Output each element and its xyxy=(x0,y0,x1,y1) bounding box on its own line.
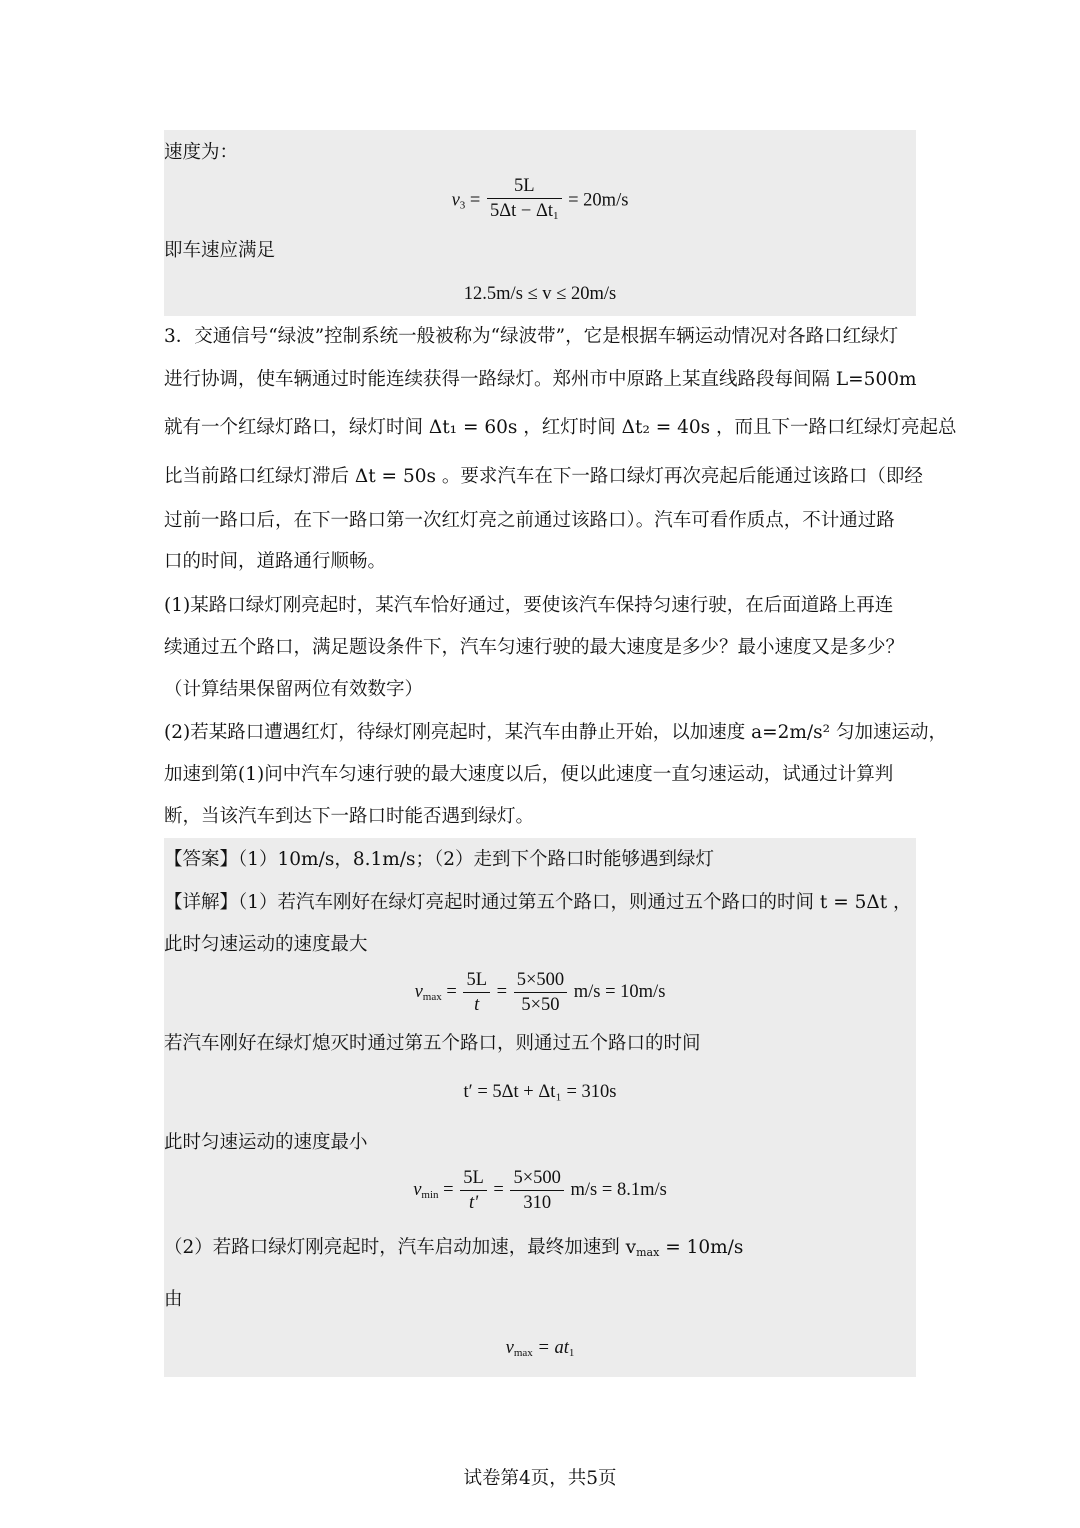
problem-line-1: 3．交通信号“绿波”控制系统一般被称为“绿波带”，它是根据车辆运动情况对各路口红绿灯 xyxy=(164,326,899,347)
detail-line-2: 此时匀速运动的速度最大 xyxy=(164,934,368,955)
answer-shade xyxy=(164,838,916,1377)
part-2-line: （2）若路口绿灯刚亮起时，汽车启动加速，最终加速到 $v_{max} = 10m/s$ xyxy=(164,1237,744,1259)
problem-line-6: 口的时间，道路通行顺畅。 xyxy=(164,551,387,572)
text-min: 此时匀速运动的速度最小 xyxy=(164,1132,368,1153)
question-2-line-2: 加速到第(1)问中汽车匀速行驶的最大速度以后，便以此速度一直匀速运动，试通过计算判 xyxy=(164,764,894,785)
speed-label: 速度为： xyxy=(164,142,239,163)
equation-tprime: t′ = 5Δt + Δt₁ = 310s xyxy=(463,1082,617,1102)
text-tprime: 若汽车刚好在绿灯熄灭时通过第五个路口，则通过五个路口的时间 xyxy=(164,1033,701,1054)
condition-label: 即车速应满足 xyxy=(164,240,276,261)
detail-line-1: 【详解】（1）若汽车刚好在绿灯亮起时通过第五个路口，则通过五个路口的时间 t = 5Δt ， xyxy=(164,892,912,913)
equation-vmin: $v_{min}$ = $\frac{5L}{t'}$ = $\frac{5\times 500}{310}$ m/s = 8.1m/s xyxy=(413,1168,667,1213)
question-2-line-3: 断，当该汽车到达下一路口时能否遇到绿灯。 xyxy=(164,806,535,827)
question-1-line-1: (1)某路口绿灯刚亮起时，某汽车恰好通过，要使该汽车保持匀速行驶，在后面道路上再连 xyxy=(164,595,894,616)
problem-line-2: 进行协调，使车辆通过时能连续获得一路绿灯。郑州市中原路上某直线路段每间隔 L=500m xyxy=(164,369,917,390)
problem-line-5: 过前一路口后，在下一路口第一次红灯亮之前通过该路口）。汽车可看作质点，不计通过路 xyxy=(164,510,895,531)
question-1-line-2: 续通过五个路口，满足题设条件下，汽车匀速行驶的最大速度是多少？最小速度又是多少？ xyxy=(164,637,905,658)
equation-last: $v_{max} = at_1$ xyxy=(505,1338,575,1359)
equation-range: 12.5m/s ≤ v ≤ 20m/s xyxy=(463,284,617,304)
question-2-line-1: (2)若某路口遭遇红灯，待绿灯刚亮起时，某汽车由静止开始，以加速度 a=2m/s² 匀加速运动， xyxy=(164,722,947,743)
question-1-line-3: （计算结果保留两位有效数字） xyxy=(164,679,424,700)
page-footer: 试卷第4页，共5页 xyxy=(463,1468,617,1489)
problem-line-3: 就有一个红绿灯路口，绿灯时间 Δt₁ = 60s ，红灯时间 Δt₂ = 40s ，而且下一路口红绿灯亮起总 xyxy=(164,417,957,438)
equation-vmax: $v_{max}$ = $\frac{5L}{t}$ = $\frac{5\times 500}{5\times 50}$ m/s = 10m/s xyxy=(414,970,666,1015)
answer-line: 【答案】（1）10m/s，8.1m/s；（2）走到下个路口时能够遇到绿灯 xyxy=(164,849,715,870)
equation-v3: $v_3$ = $\frac{5L}{5\Delta t - \Delta t_1}$ = 20m/s xyxy=(164,174,916,228)
problem-line-4: 比当前路口红绿灯滞后 Δt = 50s 。要求汽车在下一路口绿灯再次亮起后能通过该路口（即经 xyxy=(164,466,923,487)
by-label: 由 xyxy=(164,1289,183,1310)
